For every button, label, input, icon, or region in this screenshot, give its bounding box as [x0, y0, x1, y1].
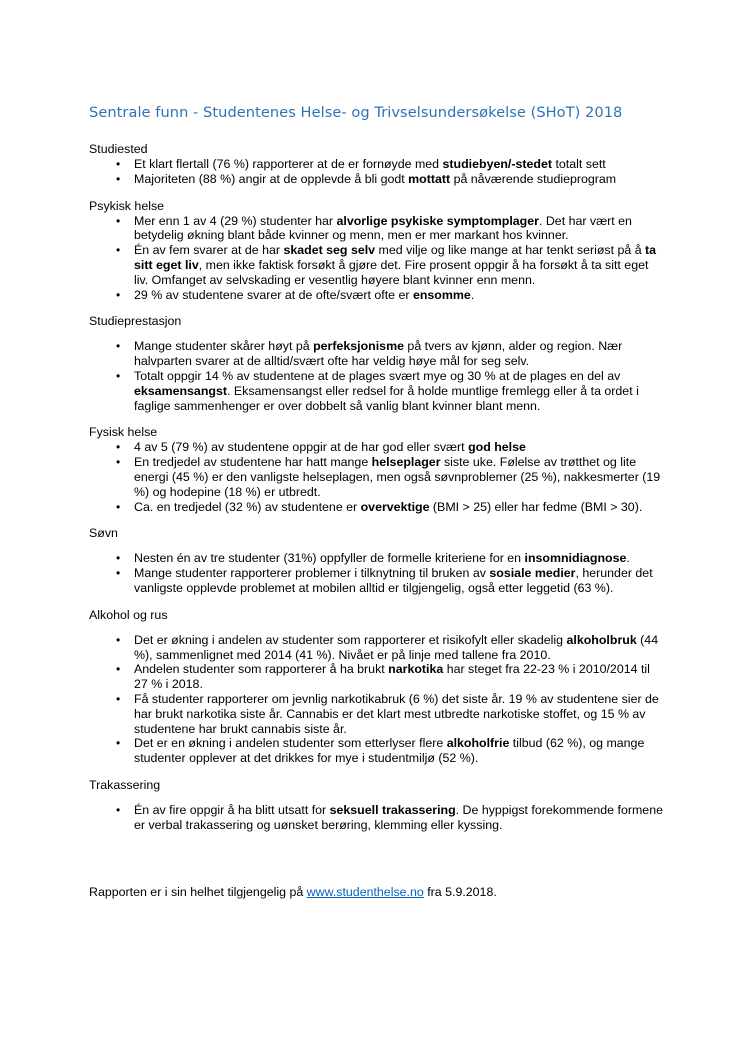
bold-keyword: helseplager	[371, 455, 441, 470]
text-segment: (44 %), sammenlignet med 2014 (41 %). Nivået er på linje med tallene fra 2010.	[134, 632, 659, 662]
text-segment: 4 av 5 (79 %) av studentene oppgir at de har god eller svært	[134, 440, 469, 455]
findings-sections	[89, 142, 666, 833]
bullet-item	[134, 369, 666, 413]
text-segment: .	[470, 287, 475, 302]
bold-keyword: studiebyen/-stedet	[442, 157, 552, 171]
section-sovn	[89, 526, 666, 595]
bullet-list	[89, 633, 666, 766]
section-heading: Søvn	[89, 526, 118, 541]
bullet-item	[134, 243, 666, 287]
section-studieprestasjon	[89, 314, 666, 413]
bullet-item	[134, 803, 666, 833]
text-segment: totalt sett	[552, 157, 606, 171]
section-heading: Studieprestasjon	[89, 314, 182, 329]
bullet-item	[134, 551, 666, 566]
bold-keyword: skadet seg selv	[283, 243, 376, 258]
bold-keyword: god helse	[468, 440, 526, 455]
bold-keyword: alkoholbruk	[566, 632, 637, 647]
bullet-item	[134, 566, 666, 596]
bold-keyword: alkoholfrie	[446, 736, 510, 751]
bullet-item	[134, 455, 666, 499]
text-segment: (BMI > 25) eller har fedme (BMI > 30).	[429, 499, 643, 514]
text-segment: Ca. en tredjedel (32 %) av studentene er	[134, 499, 361, 514]
text-segment: Et klart flertall (76 %) rapporterer at de er fornøyde med	[134, 157, 443, 171]
page-title: Sentrale funn - Studentenes Helse- og Trivselsundersøkelse (SHoT) 2018	[89, 104, 623, 121]
bold-keyword: seksuell trakassering	[329, 802, 456, 817]
bullet-list	[89, 214, 666, 303]
studenthelse-link[interactable]: www.studenthelse.no	[306, 884, 424, 899]
bullet-item	[134, 662, 666, 692]
bullet-item	[134, 692, 666, 736]
text-segment: Mange studenter skårer høyt på	[134, 339, 314, 354]
bullet-item	[134, 157, 666, 172]
text-segment: på tvers av kjønn, alder og region. Nær halvparten svarer at de alltid/svært ofte har veldig høye mål for seg selv.	[134, 339, 623, 369]
section-fysisk-helse	[89, 425, 666, 514]
text-segment: Majoriteten (88 %) angir at de opplevde å bli godt	[134, 171, 409, 186]
text-segment: på nåværende studieprogram	[450, 171, 617, 186]
bold-keyword: overvektige	[360, 499, 430, 514]
bold-keyword: ensomme	[412, 287, 471, 302]
text-segment: Én av fire oppgir å ha blitt utsatt for	[134, 802, 330, 817]
bullet-item	[134, 440, 666, 455]
text-segment: , men ikke faktisk forsøkt å gjøre det. Fire prosent oppgir å ha forsøkt å ta sitt eget liv. Omfanget av selvskading er vesentlig høyere blant kvinner enn menn.	[134, 257, 649, 287]
bullet-item	[134, 736, 666, 766]
text-segment: En tredjedel av studentene har hatt mange	[134, 455, 372, 470]
text-segment: Nesten én av tre studenter (31%) oppfyller de formelle kriteriene for en	[134, 551, 525, 566]
text-segment: tilbud (62 %), og mange studenter opplever at det drikkes for mye i studentmiljø (52 %).	[134, 736, 645, 766]
bold-keyword: sosiale medier	[489, 566, 576, 581]
bullet-list	[89, 551, 666, 595]
text-segment: . Det har vært en betydelig økning blant både kvinner og menn, men er mer markant hos kvinner.	[134, 213, 632, 243]
text-segment: Én av fem svarer at de har	[134, 243, 284, 258]
bold-keyword: mottatt	[408, 171, 451, 186]
bullet-list	[89, 339, 666, 413]
footer-text-after: fra 5.9.2018.	[423, 884, 497, 899]
text-segment: med vilje og like mange at har tenkt seriøst på å	[375, 243, 646, 258]
bold-keyword: ta sitt eget liv	[134, 243, 657, 272]
section-heading: Fysisk helse	[89, 425, 158, 440]
section-studiested	[89, 142, 666, 187]
bullet-item	[134, 633, 666, 663]
bullet-list	[89, 803, 666, 833]
section-psykisk-helse	[89, 199, 666, 303]
text-segment: , herunder det vanligste opplevde problemet at mobilen alltid er tilgjengelig, også etter leggetid (63 %).	[134, 566, 653, 595]
text-segment: Få studenter rapporterer om jevnlig narkotikabruk (6 %) det siste år. 19 % av studentene sier de har brukt narkotika siste år. Cannabis er det klart mest utbredte narkotiske stoffet, og 15 % av studentene har brukt cannabis siste år.	[134, 691, 659, 736]
bullet-item	[134, 500, 666, 515]
bullet-list	[89, 157, 666, 187]
section-heading: Alkohol og rus	[89, 607, 168, 622]
text-segment: har steget fra 22-23 % i 2010/2014 til 27 % i 2018.	[134, 662, 650, 692]
bold-keyword: narkotika	[388, 662, 444, 677]
section-heading: Studiested	[89, 142, 148, 156]
text-segment: Det er økning i andelen av studenter som rapporterer et risikofylt eller skadelig	[134, 632, 567, 647]
text-segment: .	[626, 551, 630, 566]
section-trakassering	[89, 778, 666, 833]
bold-keyword: alvorlige psykiske symptomplager	[336, 213, 539, 228]
text-segment: Mer enn 1 av 4 (29 %) studenter har	[134, 213, 337, 228]
bold-keyword: insomnidiagnose	[524, 551, 627, 566]
footer-note	[89, 885, 666, 900]
bold-keyword: perfeksjonisme	[313, 339, 404, 354]
text-segment: 29 % av studentene svarer at de ofte/svært ofte er	[134, 287, 413, 302]
text-segment: siste uke. Følelse av trøtthet og lite energi (45 %) er den vanligste helseplagen, men også søvnproblemer (25 %), nakkesmerter (19 %) og hodepine (18 %) er utbredt.	[134, 455, 661, 499]
section-heading: Psykisk helse	[89, 198, 165, 213]
text-segment: Det er en økning i andelen studenter som etterlyser flere	[134, 736, 447, 751]
text-segment: . De hyppigst forekommende formene er verbal trakassering og uønsket berøring, klemming eller kyssing.	[134, 802, 663, 832]
bullet-item	[134, 214, 666, 244]
section-heading: Trakassering	[89, 777, 161, 792]
bullet-item	[134, 172, 666, 187]
bold-keyword: eksamensangst	[134, 383, 227, 398]
text-segment: Andelen studenter som rapporterer å ha brukt	[134, 662, 389, 677]
text-segment: Totalt oppgir 14 % av studentene at de plages svært mye og 30 % at de plages en del av	[134, 368, 621, 383]
text-segment: . Eksamensangst eller redsel for å holde muntlige fremlegg eller å ta ordet i faglige sammenhenger er over dobbelt så vanlig blant kvinner blant menn.	[134, 383, 639, 413]
text-segment: Mange studenter rapporterer problemer i tilknytning til bruken av	[134, 566, 490, 581]
bullet-item	[134, 339, 666, 369]
section-alkohol-og-rus	[89, 608, 666, 766]
bullet-list	[89, 440, 666, 514]
footer-text-before: Rapporten er i sin helhet tilgjengelig på	[89, 884, 307, 899]
bullet-item	[134, 288, 666, 303]
